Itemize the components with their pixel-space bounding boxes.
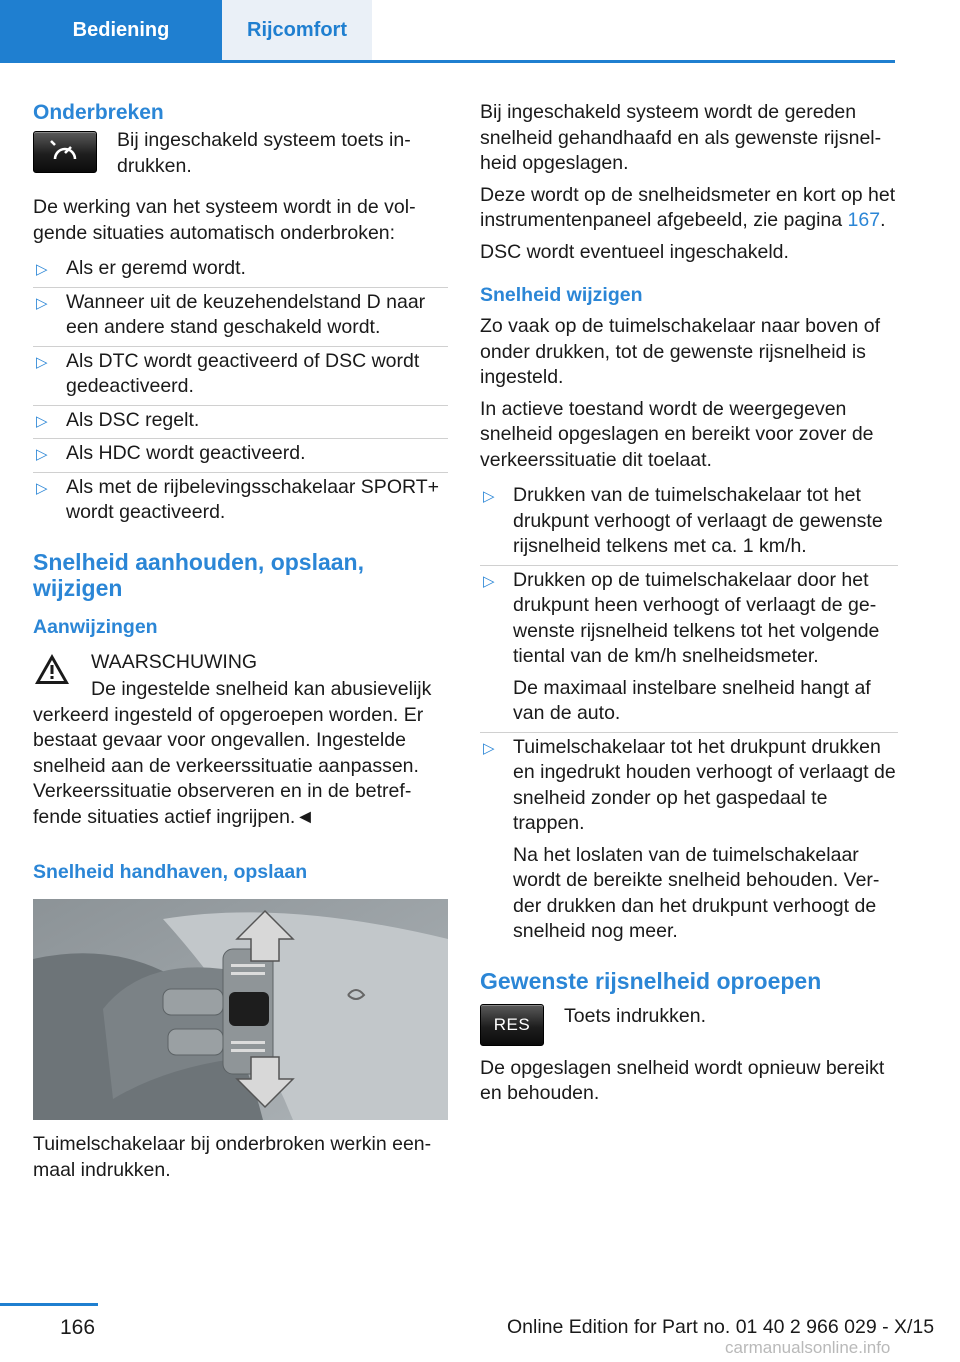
list-item: ▷ Als er geremd wordt. [33, 254, 448, 288]
image-caption: Tuimelschakelaar bij onderbroken werkin eenmaal indrukken. [33, 1133, 432, 1181]
tab-rijcomfort[interactable]: Rijcomfort [222, 0, 372, 60]
list-item: ▷ Als DTC wordt geactiveerd of DSC wordt gedeactiveerd. [33, 347, 448, 406]
list-item: ▷ Drukken op de tuimelschakelaar door het drukpunt heen verhoogt of verlaagt de gewenste rijsnelheid telkens tot het volgende tiental van de km/h snelheidsmeter. De maximaal instelbare snelheid hangt af van de auto. [480, 566, 898, 733]
heading-snelheid-aanhouden: Snelheid aanhouden, opslaan, wijzigen [33, 548, 364, 601]
bullet-triangle-icon: ▷ [483, 739, 495, 757]
header-divider [0, 60, 895, 63]
paragraph-dsc: DSC wordt eventueel ingeschakeld. [480, 240, 789, 263]
footer-divider [0, 1303, 98, 1306]
bullet-triangle-icon: ▷ [483, 572, 495, 590]
paragraph-actieve-toestand: In actieve toestand wordt de weergegeven snelheid opgeslagen en bereikt voor zover de verkeerssituatie dit toelaat. [480, 397, 874, 471]
bullet-triangle-icon: ▷ [36, 412, 48, 430]
list-item: ▷ Tuimelschakelaar tot het drukpunt drukken en ingedrukt houden verhoogt of verlaagt de snelheid zonder op het gaspedaal te trappen. Na het loslaten van de tuimelschakelaar wordt de bereikte snelheid behouden. Verder drukken dan het drukpunt verhoogt de snelheid nog meer. [480, 733, 898, 950]
edition-text: Online Edition for Part no. 01 40 2 966 029 - X/15 [507, 1316, 935, 1338]
bullet-triangle-icon: ▷ [36, 479, 48, 497]
list-item-note: De maximaal instelbare snelheid hangt af van de auto. [513, 676, 871, 724]
paragraph-tuimelschakelaar: Zo vaak op de tuimelschakelaar naar boven of onder drukken, tot de gewenste rijsnelheid is ingesteld. [480, 315, 880, 388]
heading-rijsnelheid-oproepen: Gewenste rijsnelheid oproepen [480, 967, 822, 994]
left-column [33, 100, 448, 1183]
bullet-triangle-icon: ▷ [36, 294, 48, 312]
interrupt-list [33, 254, 448, 531]
heading-aanwijzingen: Aanwijzingen [33, 615, 158, 638]
warning-row [33, 650, 448, 703]
warning-text: verkeerd ingesteld of opgeroepen worden. Er bestaat gevaar voor ongevallen. Ingestelde snelheid aan de verkeerssituatie aanpassen. Verkeerssituatie observeren en in de betreffende situaties actief ingrijpen.◄ [33, 703, 424, 828]
list-item: ▷ Als met de rijbelevingsschakelaar SPORT+ wordt geactiveerd. [36, 475, 440, 523]
bullet-triangle-icon: ▷ [36, 353, 48, 371]
bullet-triangle-icon: ▷ [483, 488, 495, 505]
list-item: ▷ Als DSC regelt. [33, 406, 448, 440]
list-item: ▷ Als HDC wordt geactiveerd. [33, 439, 448, 473]
header-tabs [0, 0, 895, 62]
onderbreken-text: Bij ingeschakeld systeem toets indrukken. [117, 129, 411, 177]
steering-wheel-switch-image [33, 899, 448, 1120]
warning-triangle-icon [33, 652, 71, 686]
tab-bediening[interactable]: Bediening [0, 0, 222, 60]
list-item: ▷ Drukken van de tuimelschakelaar tot het drukpunt verhoogt of verlaagt de gewenste rijsnelheid telkens met ca. 1 km/h. [480, 481, 898, 566]
heading-onderbreken: Onderbreken [33, 101, 164, 124]
res-text: Toets indrukken. [564, 1004, 706, 1027]
cruise-pause-button-icon [33, 131, 97, 173]
list-item: ▷ Wanneer uit de keuzehendelstand D naar een andere stand geschakeld wordt. [33, 288, 448, 347]
paragraph-opgeslagen: De opgeslagen snelheid wordt opnieuw bereikt en behouden. [480, 1056, 885, 1104]
warning-title: WAARSCHUWING [91, 650, 258, 673]
page-reference-link[interactable]: 167 [847, 209, 881, 231]
right-column [480, 100, 898, 1107]
auto-interrupt-intro: De werking van het systeem wordt in de volgende situaties automatisch onderbroken: [33, 196, 416, 244]
list-item-note: Na het loslaten van de tuimelschakelaar wordt de bereikte snelheid behouden. Verder drukken dan het drukpunt verhoogt de snelheid nog meer. [513, 843, 880, 942]
warning-first-line: De ingestelde snelheid kan abusievelijk [91, 678, 432, 700]
onderbreken-row [33, 127, 448, 179]
res-button-icon: RES [480, 1004, 544, 1046]
watermark: carmanualsonline.info [725, 1338, 891, 1357]
paragraph-ingeschakeld: Bij ingeschakeld systeem wordt de gereden snelheid gehandhaafd en als gewenste rijsnelheid opgeslagen. [480, 101, 882, 174]
page-number: 166 [60, 1316, 96, 1339]
change-speed-list [480, 481, 898, 950]
res-row [480, 1004, 898, 1046]
heading-handhaven: Snelheid handhaven, opslaan [33, 861, 308, 883]
bullet-triangle-icon: ▷ [36, 446, 48, 463]
paragraph-snelheidsmeter: Deze wordt op de snelheidsmeter en kort op het instrumentenpaneel afgebeeld, zie pagina 167. [480, 183, 896, 231]
heading-snelheid-wijzigen: Snelheid wijzigen [480, 284, 643, 306]
bullet-triangle-icon: ▷ [36, 261, 48, 278]
